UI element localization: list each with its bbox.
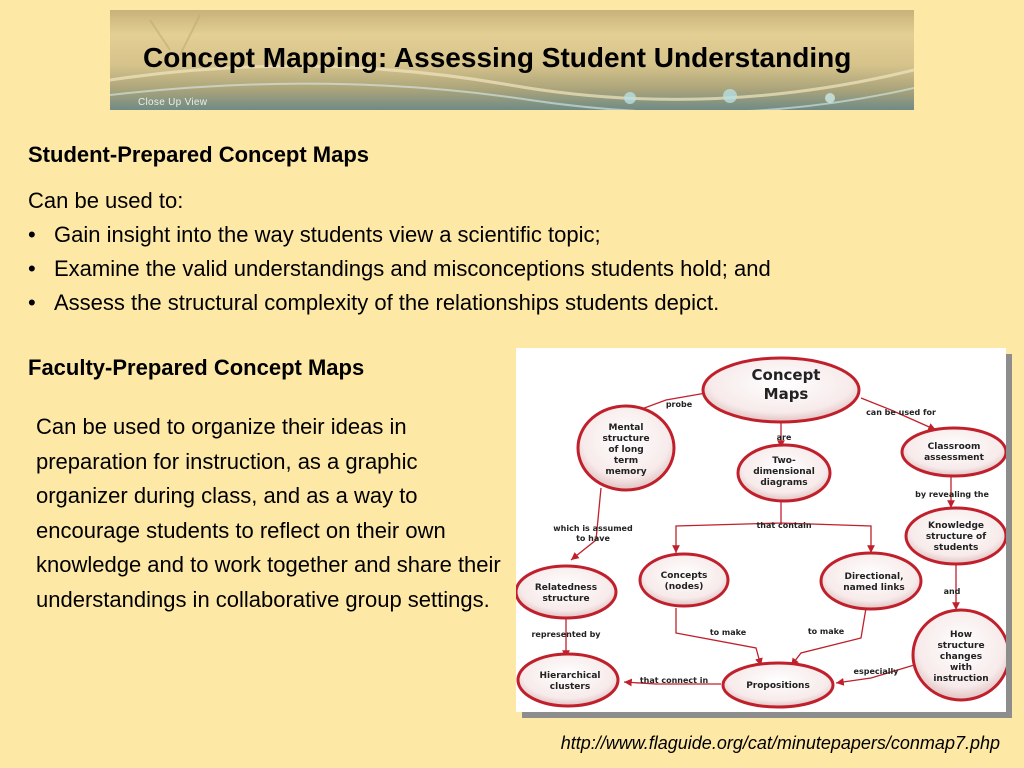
concept-map-figure — [516, 348, 1006, 712]
link-label: that connect in — [639, 676, 709, 685]
node-knowledge-structure — [906, 508, 1006, 564]
node-label: structure — [937, 641, 985, 651]
link-label: that contain — [756, 521, 812, 530]
node-propositions — [723, 663, 833, 707]
node-relatedness — [516, 566, 616, 618]
node-label: (nodes) — [664, 582, 704, 592]
node-label: instruction — [933, 674, 989, 684]
node-label: clusters — [549, 682, 591, 692]
node-label: students — [933, 543, 979, 553]
student-section-intro: Can be used to: — [28, 188, 184, 213]
node-label: Classroom — [927, 442, 981, 452]
bullet-text: Assess the structural complexity of the relationships students depict. — [54, 290, 720, 315]
bullet-marker: • — [28, 222, 36, 247]
link-label: to make — [807, 627, 845, 636]
link-line — [676, 608, 761, 666]
link-label: especially — [853, 667, 899, 676]
link-label: by revealing the — [915, 490, 989, 499]
link-label: to have — [576, 534, 610, 543]
link-label: represented by — [531, 630, 601, 639]
node-label: with — [949, 663, 973, 673]
bullet-marker: • — [28, 290, 36, 315]
node-label: changes — [939, 652, 983, 662]
node-label: Concept — [751, 366, 821, 384]
node-label: structure of — [925, 532, 987, 542]
node-label: of long — [608, 445, 644, 455]
node-how-structure — [913, 610, 1006, 700]
node-label: Directional, — [844, 572, 904, 582]
link-line — [791, 608, 866, 666]
bullet-marker: • — [28, 256, 36, 281]
node-label: Concepts — [660, 571, 708, 581]
faculty-section-body: Can be used to organize their ideas in preparation for instruction, as a graphic organizer during class, and as a way to encourage students to reflect on their own knowledge and to work together and share their understandings in collaborative group settings. — [36, 414, 501, 612]
node-mental-structure — [578, 406, 674, 490]
node-label: term — [613, 456, 639, 466]
node-concepts — [640, 554, 728, 606]
link-label: to make — [709, 628, 747, 637]
faculty-section-heading: Faculty-Prepared Concept Maps — [28, 355, 365, 380]
node-label: Relatedness — [534, 583, 598, 593]
bullet-item — [28, 290, 771, 324]
node-label: assessment — [924, 453, 984, 463]
node-label: How — [949, 630, 973, 640]
node-hierarchical — [518, 654, 618, 706]
node-label: Two- — [772, 456, 796, 466]
node-label: Maps — [763, 385, 809, 403]
node-label: Mental — [608, 423, 644, 433]
bullet-text: Examine the valid understandings and misconceptions students hold; and — [54, 256, 771, 281]
source-link[interactable]: http://www.flaguide.org/cat/minutepapers/conmap7.php — [560, 733, 1000, 753]
link-label: can be used for — [866, 408, 936, 417]
link-label: which is assumed — [553, 524, 633, 533]
link-label: and — [943, 587, 961, 596]
node-label: Hierarchical — [539, 671, 601, 681]
banner-caption: Close Up View — [138, 97, 208, 108]
student-bullet-list — [28, 222, 771, 324]
link-label: are — [776, 433, 792, 442]
node-label: diagrams — [760, 478, 808, 488]
node-label: Knowledge — [927, 521, 985, 531]
bullet-text: Gain insight into the way students view a scientific topic; — [54, 222, 601, 247]
node-directional — [821, 553, 921, 609]
student-section-heading: Student-Prepared Concept Maps — [28, 142, 370, 167]
node-classroom-assessment — [902, 428, 1006, 476]
page-title: Concept Mapping: Assessing Student Understanding — [143, 42, 852, 73]
node-two-dimensional — [738, 445, 830, 501]
node-label: structure — [542, 594, 590, 604]
concept-map-diagram — [516, 348, 1006, 712]
node-concept-maps — [703, 358, 859, 422]
bullet-item — [28, 222, 771, 256]
link-label: probe — [665, 400, 693, 409]
node-label: dimensional — [753, 467, 815, 477]
bullet-item — [28, 256, 771, 290]
node-label: Propositions — [746, 681, 810, 691]
node-label: memory — [605, 467, 647, 477]
node-label: named links — [843, 583, 905, 593]
node-label: structure — [602, 434, 650, 444]
